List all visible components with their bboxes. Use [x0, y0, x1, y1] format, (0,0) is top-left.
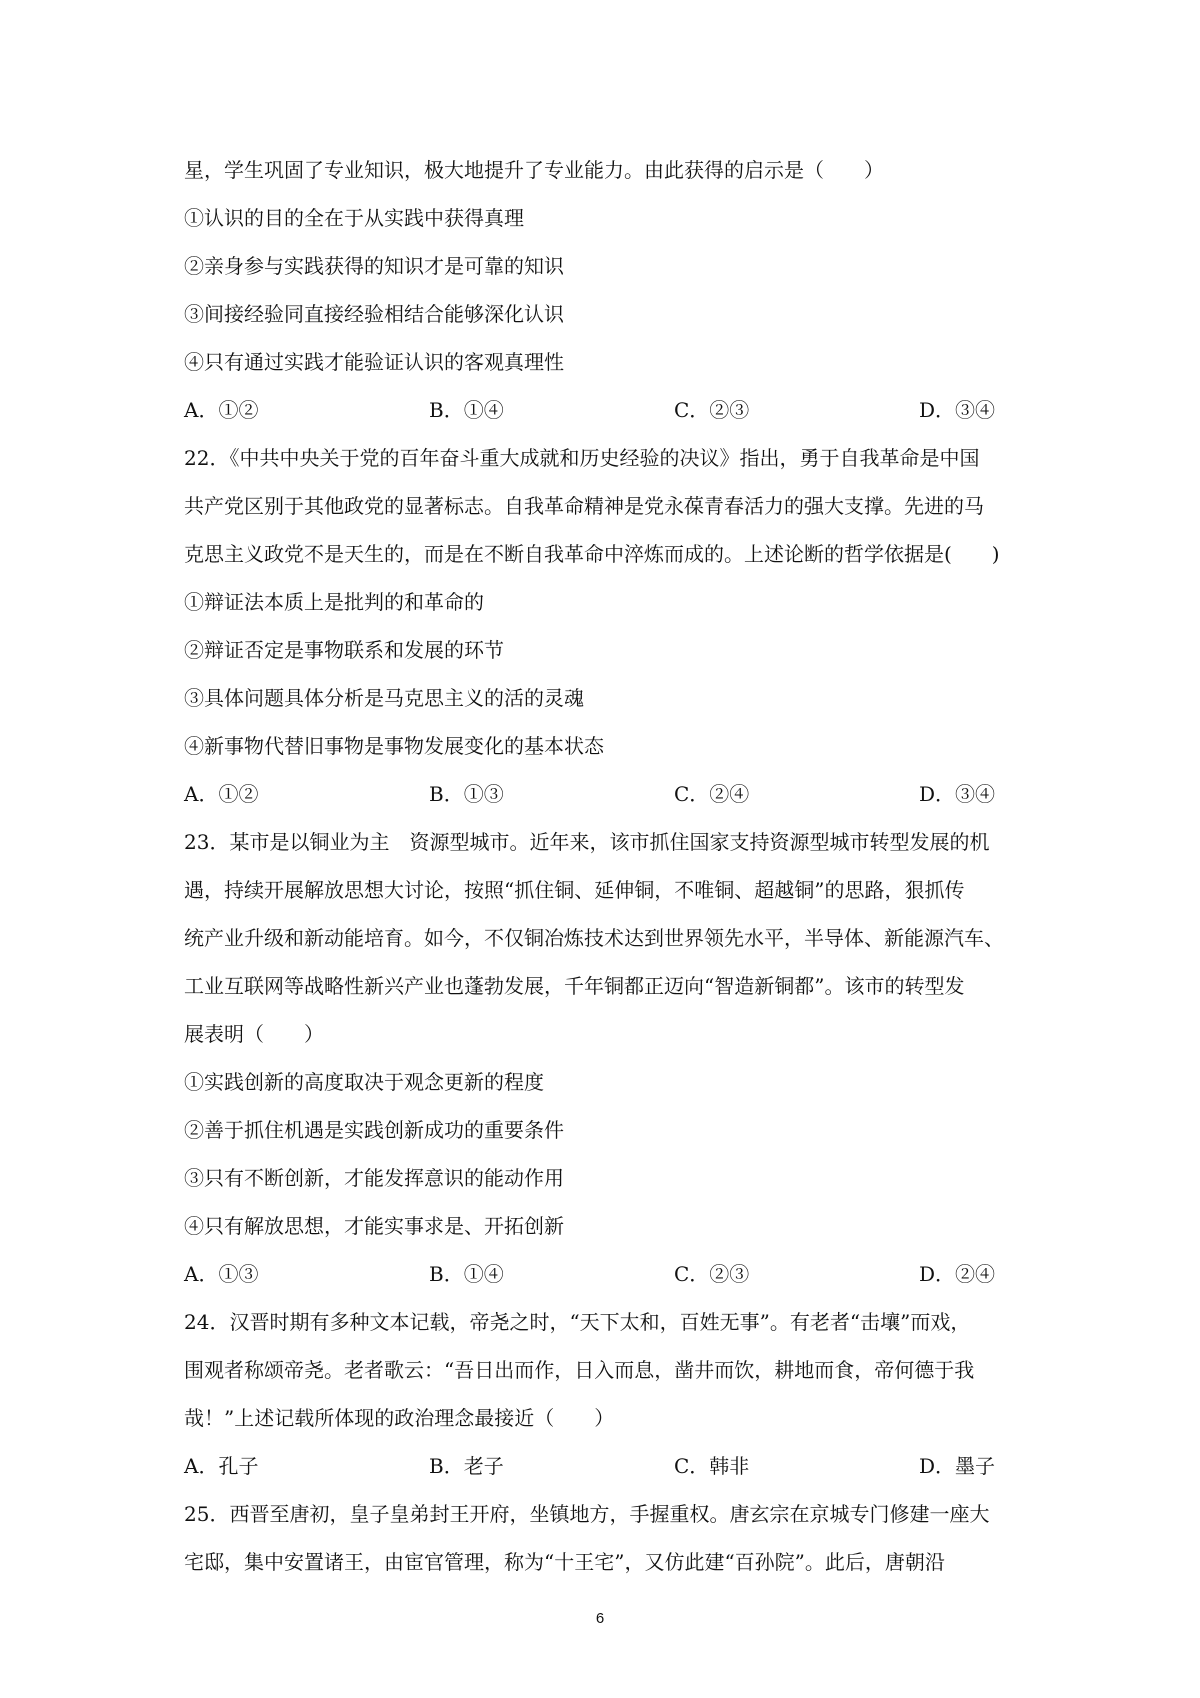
question-21-choice-2: ②亲身参与实践获得的知识才是可靠的知识	[184, 254, 564, 278]
page-number: 6	[595, 1610, 605, 1627]
question-22-choice-3: ③具体问题具体分析是马克思主义的活的灵魂	[184, 686, 584, 710]
question-22-choice-1: ①辩证法本质上是批判的和革命的	[184, 590, 484, 614]
question-24-options	[184, 1454, 1034, 1478]
question-22-option-a: A．①②	[184, 782, 259, 806]
question-22-stem-line-2: 共产党区别于其他政党的显著标志。自我革命精神是党永葆青春活力的强大支撑。先进的马	[184, 494, 984, 518]
question-23-stem-line-3: 统产业升级和新动能培育。如今，不仅铜冶炼技术达到世界领先水平，半导体、新能源汽车、	[184, 926, 1004, 950]
question-23-stem-line-4: 工业互联网等战略性新兴产业也蓬勃发展，千年铜都正迈向“智造新铜都”。该市的转型发	[184, 974, 965, 998]
question-23-option-d: D．②④	[919, 1262, 996, 1286]
question-23-option-c: C．②③	[674, 1262, 750, 1286]
question-21-option-b: B．①④	[429, 398, 504, 422]
question-23-option-b: B．①④	[429, 1262, 504, 1286]
question-23-stem-line-5: 展表明（ ）	[184, 1022, 324, 1046]
question-22-choice-4: ④新事物代替旧事物是事物发展变化的基本状态	[184, 734, 604, 758]
question-23-options	[184, 1262, 1034, 1286]
question-21-choice-4: ④只有通过实践才能验证认识的客观真理性	[184, 350, 564, 374]
question-22-choice-2: ②辩证否定是事物联系和发展的环节	[184, 638, 504, 662]
question-24-option-a: A．孔子	[184, 1454, 259, 1478]
question-23-choice-2: ②善于抓住机遇是实践创新成功的重要条件	[184, 1118, 564, 1142]
question-21-choice-3: ③间接经验同直接经验相结合能够深化认识	[184, 302, 564, 326]
question-24-option-d: D．墨子	[919, 1454, 996, 1478]
question-22-stem-line-1: 22．《中共中央关于党的百年奋斗重大成就和历史经验的决议》指出，勇于自我革命是中国	[184, 446, 980, 470]
question-21-option-a: A．①②	[184, 398, 259, 422]
question-23-choice-1: ①实践创新的高度取决于观念更新的程度	[184, 1070, 544, 1094]
question-24-stem-line-3: 哉！”上述记载所体现的政治理念最接近（ ）	[184, 1406, 615, 1430]
question-23-choice-3: ③只有不断创新，才能发挥意识的能动作用	[184, 1166, 564, 1190]
question-24-stem-line-2: 围观者称颂帝尧。老者歌云：“吾日出而作，日入而息，凿井而饮，耕地而食，帝何德于我	[184, 1358, 975, 1382]
question-23-choice-4: ④只有解放思想，才能实事求是、开拓创新	[184, 1214, 564, 1238]
question-25-stem-line-2: 宅邸，集中安置诸王，由宦官管理，称为“十王宅”，又仿此建“百孙院”。此后，唐朝沿	[184, 1550, 945, 1574]
question-21-option-d: D．③④	[919, 398, 996, 422]
question-22-option-c: C．②④	[674, 782, 750, 806]
question-24-stem-line-1: 24．汉晋时期有多种文本记载，帝尧之时，“天下太和，百姓无事”。有老者“击壤”而戏，	[184, 1310, 971, 1334]
question-24-option-b: B．老子	[429, 1454, 504, 1478]
question-24-option-c: C．韩非	[674, 1454, 750, 1478]
question-21-choice-1: ①认识的目的全在于从实践中获得真理	[184, 206, 524, 230]
question-23-stem-line-2: 遇，持续开展解放思想大讨论，按照“抓住铜、延伸铜，不唯铜、超越铜”的思路，狠抓传	[184, 878, 965, 902]
question-21-options	[184, 398, 1034, 422]
question-21-stem-line: 星，学生巩固了专业知识，极大地提升了专业能力。由此获得的启示是（ ）	[184, 158, 884, 182]
question-22-option-b: B．①③	[429, 782, 504, 806]
question-23-stem-line-1: 23．某市是以铜业为主 资源型城市。近年来，该市抓住国家支持资源型城市转型发展的机	[184, 830, 990, 854]
question-25-stem-line-1: 25．西晋至唐初，皇子皇弟封王开府，坐镇地方，手握重权。唐玄宗在京城专门修建一座大	[184, 1502, 990, 1526]
question-22-option-d: D．③④	[919, 782, 996, 806]
question-22-stem-line-3: 克思主义政党不是天生的，而是在不断自我革命中淬炼而成的。上述论断的哲学依据是( )	[184, 542, 1000, 566]
question-23-option-a: A．①③	[184, 1262, 259, 1286]
question-21-option-c: C．②③	[674, 398, 750, 422]
question-22-options	[184, 782, 1034, 806]
